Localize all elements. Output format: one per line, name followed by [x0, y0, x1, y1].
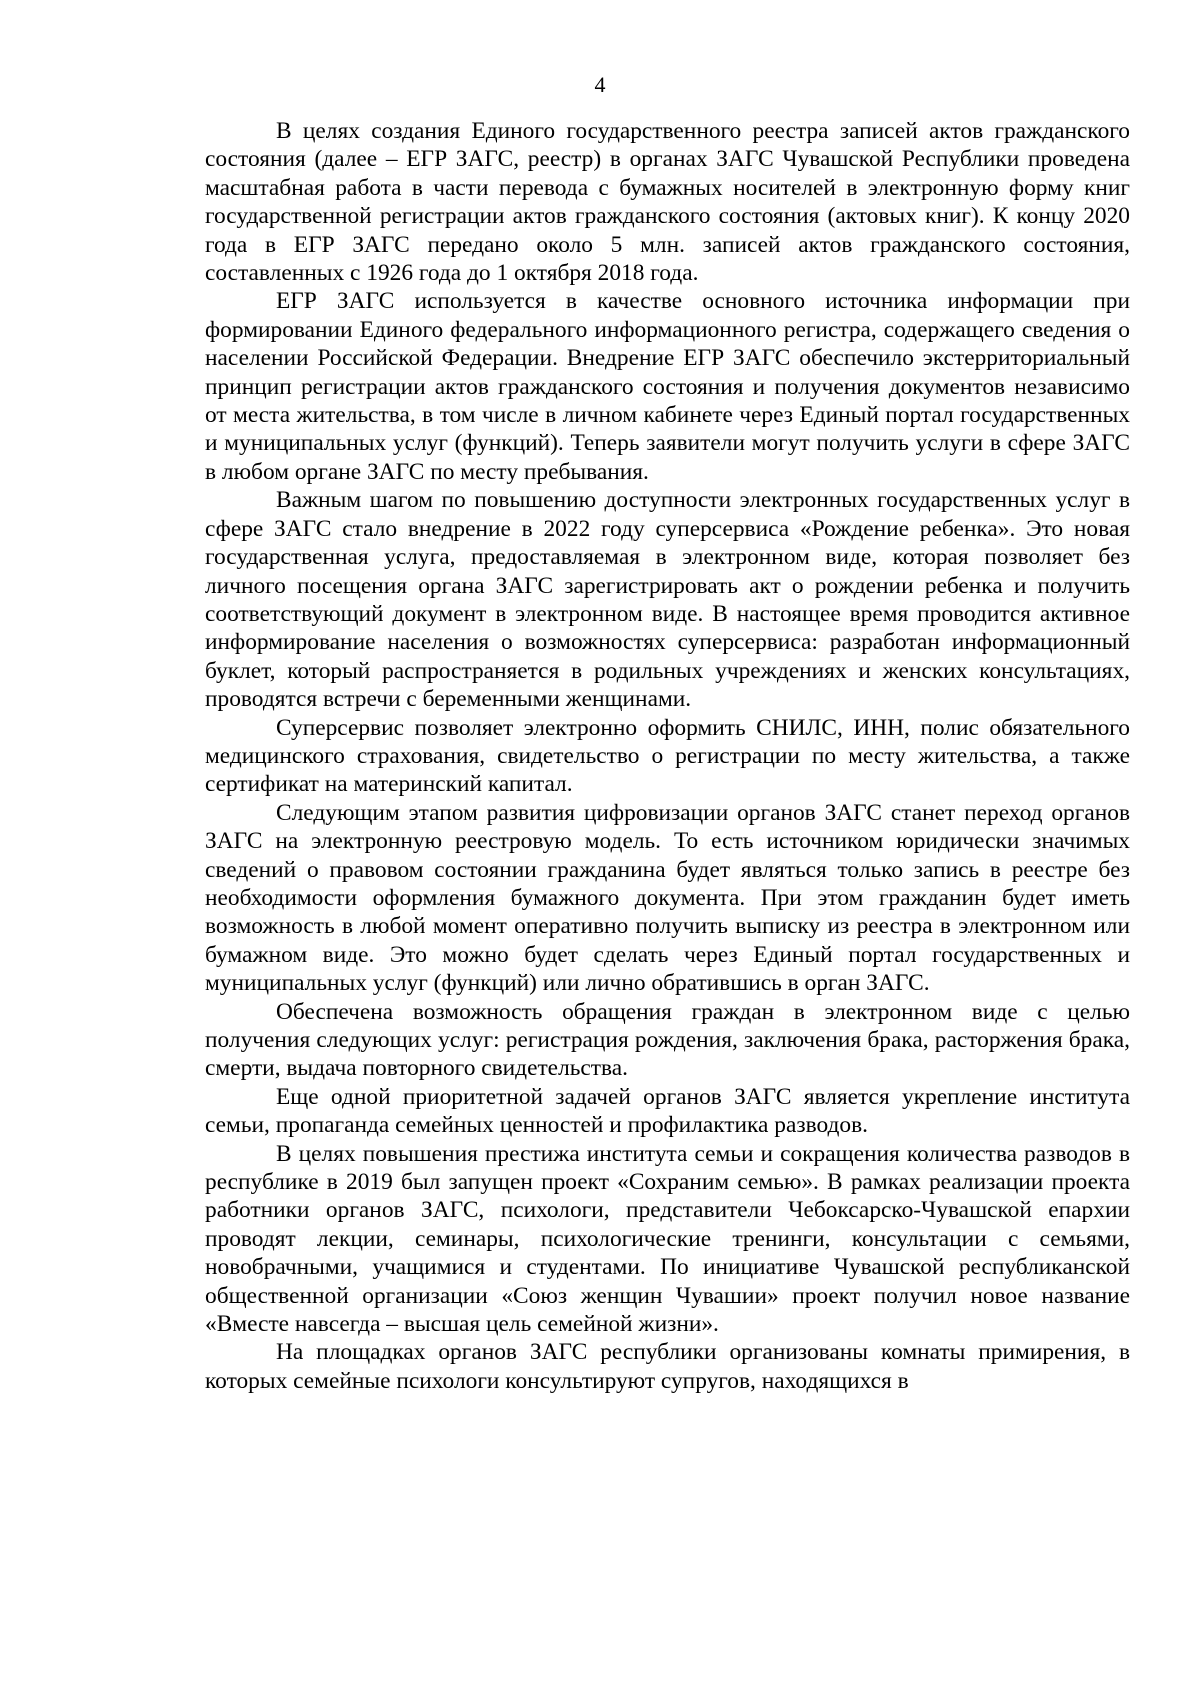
paragraph-electronic-requests: Обеспечена возможность обращения граждан в электронном виде с целью получения следующих услуг: регистрация рождения, заключения брака, расторжения брака, смерти, выдача повторного свидетельства. [205, 998, 1130, 1082]
paragraph-reconciliation-rooms: На площадках органов ЗАГС республики организованы комнаты примирения, в которых семейные психологи консультируют супругов, находящихся в [205, 1339, 1130, 1394]
page-number: 4 [594, 72, 606, 97]
paragraph-family-priority: Еще одной приоритетной задачей органов ЗАГС является укрепление института семьи, пропаганда семейных ценностей и профилактика разводов. [205, 1083, 1130, 1139]
paragraph-superservice-documents: Суперсервис позволяет электронно оформить СНИЛС, ИНН, полис обязательного медицинского страхования, свидетельство о регистрации по месту жительства, а также сертификат на материнский капитал. [205, 714, 1130, 798]
paragraph-egr-zags-creation: В целях создания Единого государственного реестра записей актов гражданского состояния (далее – ЕГР ЗАГС, реестр) в органах ЗАГС Чувашской Республики проведена масштабная работа в части перевода с бумажных носителей в электронную форму книг государственной регистрации актов гражданского состояния (актовых книг). К концу 2020 года в ЕГР ЗАГС передано около 5 млн. записей актов гражданского состояния, составленных с 1926 года до 1 октября 2018 года. [205, 118, 1130, 287]
paragraph-superservice-birth: Важным шагом по повышению доступности электронных государственных услуг в сфере ЗАГС стало внедрение в 2022 году суперсервиса «Рождение ребенка». Это новая государственная услуга, предоставляемая в электронном виде, которая позволяет без личного посещения органа ЗАГС зарегистрировать акт о рождении ребенка и получить соответствующий документ в электронном виде. В настоящее время проводится активное информирование населения о возможностях суперсервиса: разработан информационный буклет, который распространяется в родильных учреждениях и женских консультациях, проводятся встречи с беременными женщинами. [205, 487, 1130, 713]
paragraph-registry-model: Следующим этапом развития цифровизации органов ЗАГС станет переход органов ЗАГС на электронную реестровую модель. То есть источником юридически значимых сведений о правовом состоянии гражданина будет являться только запись в реестре без необходимости оформления бумажного документа. При этом гражданин будет иметь возможность в любой момент оперативно получить выписку из реестра в электронном или бумажном виде. Это можно будет сделать через Единый портал государственных и муниципальных услуг (функций) или лично обратившись в орган ЗАГС. [205, 799, 1130, 997]
paragraph-save-family-project: В целях повышения престижа института семьи и сокращения количества разводов в республике в 2019 был запущен проект «Сохраним семью». В рамках реализации проекта работники органов ЗАГС, психологи, представители Чебоксарско-Чувашской епархии проводят лекции, семинары, психологические тренинги, консультации с семьями, новобрачными, учащимися и студентами. По инициативе Чувашской республиканской общественной организации «Союз женщин Чувашии» проект получил новое название «Вместе навсегда – высшая цель семейной жизни». [205, 1140, 1130, 1338]
document-body [205, 117, 1130, 1395]
paragraph-egr-zags-usage: ЕГР ЗАГС используется в качестве основного источника информации при формировании Единого федерального информационного регистра, содержащего сведения о населении Российской Федерации. Внедрение ЕГР ЗАГС обеспечило экстерриториальный принцип регистрации актов гражданского состояния и получения документов независимо от места жительства, в том числе в личном кабинете через Единый портал государственных и муниципальных услуг (функций). Теперь заявители могут получить услуги в сфере ЗАГС в любом органе ЗАГС по месту пребывания. [205, 288, 1130, 485]
